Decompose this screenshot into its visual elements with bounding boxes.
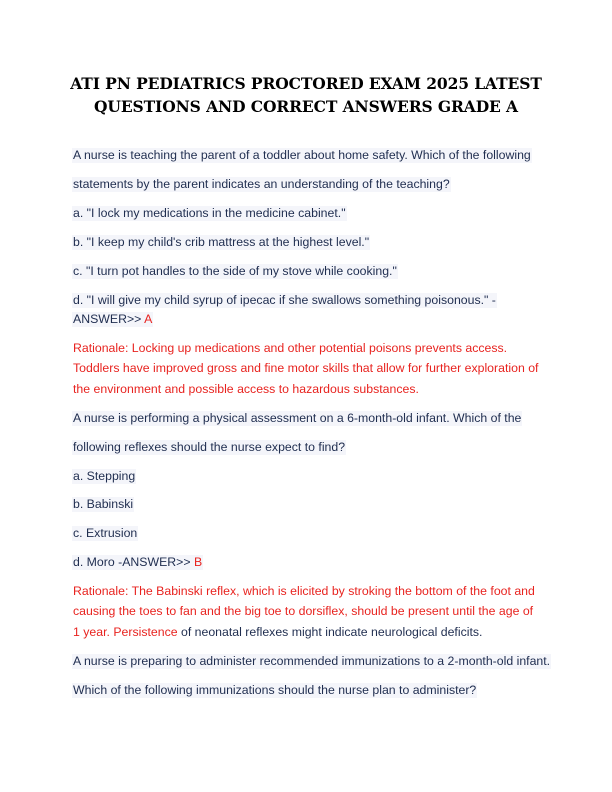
q1-option-d: d. "I will give my child syrup of ipecac if she swallows something poisonous." - <box>73 293 496 307</box>
q1-rationale-line-1: Rationale: Locking up medications and other potential poisons prevents access. <box>73 341 508 355</box>
q3-stem-line-1: A nurse is preparing to administer recommended immunizations to a 2-month-old infant. <box>73 654 551 668</box>
q2-rationale-line-1: Rationale: The Babinski reflex, which is elicited by stroking the bottom of the foot and <box>73 584 535 598</box>
q2-rationale-line-2: causing the toes to fan and the big toe to dorsiflex, should be present until the age of <box>73 604 534 618</box>
q2-rationale-line-3 <box>72 625 483 640</box>
q2-option-b: b. Babinski <box>73 497 134 511</box>
q1-answer: A <box>144 312 153 326</box>
q2-rationale-rest: of neonatal reflexes might indicate neurological deficits. <box>177 625 483 639</box>
q1-stem-line-1: A nurse is teaching the parent of a toddler about home safety. Which of the following <box>73 148 531 162</box>
q2-rationale-red-part: 1 year. Persistence <box>73 625 178 639</box>
q2-option-a: a. Stepping <box>73 469 136 483</box>
q2-answer: B <box>193 555 203 569</box>
q2-option-d <box>72 555 203 570</box>
q1-answer-line <box>72 312 153 327</box>
q3-stem-line-2: Which of the following immunizations should the nurse plan to administer? <box>73 683 477 697</box>
q1-option-b: b. "I keep my child's crib mattress at the highest level." <box>73 235 370 249</box>
q1-rationale-line-3: the environment and possible access to hazardous substances. <box>73 382 419 396</box>
q1-option-c: c. "I turn pot handles to the side of my stove while cooking." <box>73 264 397 278</box>
q2-option-d-text: d. Moro -ANSWER>> <box>73 555 194 569</box>
q2-option-c: c. Extrusion <box>73 526 138 540</box>
q1-option-a: a. "I lock my medications in the medicine cabinet." <box>73 206 346 220</box>
q2-stem-line-1: A nurse is performing a physical assessment on a 6-month-old infant. Which of the <box>73 411 522 425</box>
q1-rationale-line-2: Toddlers have improved gross and fine motor skills that allow for further exploration of <box>73 361 539 375</box>
document-title <box>60 72 552 118</box>
q1-stem-line-2: statements by the parent indicates an understanding of the teaching? <box>73 177 450 191</box>
title-line-2: QUESTIONS AND CORRECT ANSWERS GRADE A <box>94 97 518 116</box>
title-line-1: ATI PN PEDIATRICS PROCTORED EXAM 2025 LATEST <box>70 74 542 93</box>
q2-stem-line-2: following reflexes should the nurse expect to find? <box>73 440 346 454</box>
answer-prefix: ANSWER>> <box>73 312 145 326</box>
